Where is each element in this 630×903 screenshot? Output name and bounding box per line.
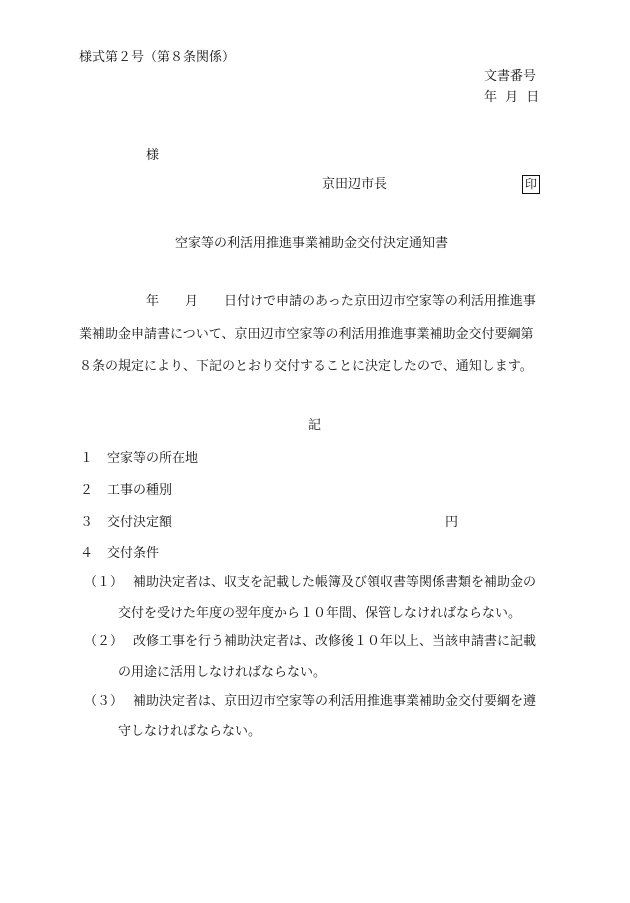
condition-number: （３） — [84, 694, 124, 709]
condition-text: 補助決定者は、京田辺市空家等の利活用推進事業補助金交付要綱を遵 — [133, 694, 537, 709]
addressee-suffix: 様 — [146, 148, 160, 163]
issue-date: 年 月 日 — [484, 90, 540, 105]
form-label: 様式第２号（第８条関係） — [79, 50, 236, 65]
condition-text: 改修工事を行う補助決定者は、改修後１０年以上、当該申請書に記載 — [133, 634, 537, 649]
intro-line: 年 月 日付けで申請のあった京田辺市空家等の利活用推進事 — [146, 294, 536, 309]
condition-number: （２） — [84, 634, 124, 649]
item-label: 空家等の所在地 — [107, 451, 199, 466]
condition-number: （１） — [84, 575, 124, 590]
item-number: １ — [80, 451, 94, 466]
sender-name: 京田辺市長 — [322, 177, 388, 192]
ki-heading: 記 — [308, 418, 322, 433]
item-number: ４ — [80, 546, 94, 561]
official-seal-mark: 印 — [522, 175, 540, 194]
condition-text: の用途に活用しなければならない。 — [118, 665, 327, 680]
document-number: 文書番号 — [484, 69, 537, 84]
intro-line: ８条の規定により、下記のとおり交付することに決定したので、通知します。 — [79, 359, 533, 374]
amount-unit: 円 — [445, 515, 459, 530]
condition-text: 守しなければならない。 — [118, 724, 262, 739]
item-label: 交付条件 — [107, 546, 160, 561]
item-number: ３ — [80, 515, 94, 530]
condition-text: 補助決定者は、収支を記載した帳簿及び領収書等関係書類を補助金の — [133, 575, 537, 590]
document-title: 空家等の利活用推進事業補助金交付決定通知書 — [175, 236, 449, 251]
intro-line: 業補助金申請書について、京田辺市空家等の利活用推進事業補助金交付要綱第 — [79, 327, 534, 342]
condition-text: 交付を受けた年度の翌年度から１０年間、保管しなければならない。 — [118, 606, 522, 621]
item-number: ２ — [80, 483, 94, 498]
item-label: 交付決定額 — [107, 515, 173, 530]
item-label: 工事の種別 — [107, 483, 173, 498]
